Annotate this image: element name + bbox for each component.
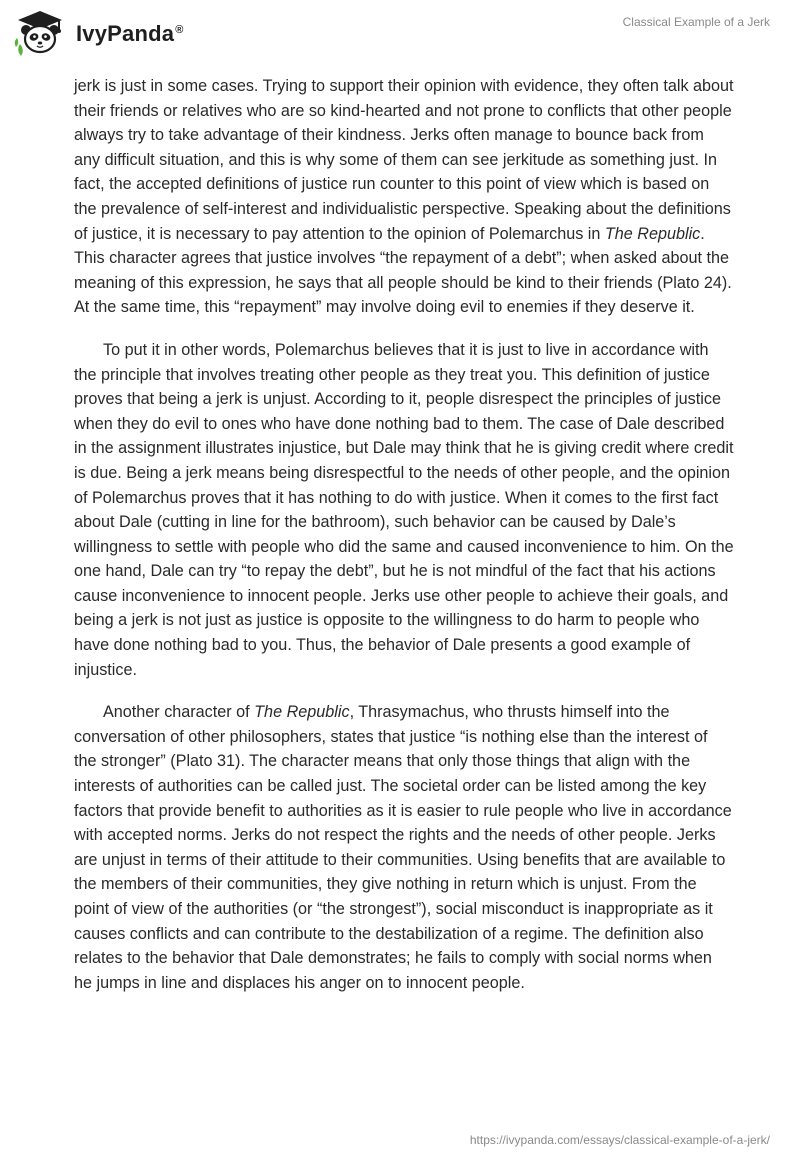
logo-name: IvyPanda [76, 21, 175, 46]
ivypanda-logo[interactable] [14, 8, 184, 58]
panda-graduation-cap-icon [14, 8, 66, 58]
registered-mark: ® [175, 23, 184, 36]
paragraph-text: jerk is just in some cases. Trying to support their opinion with evidence, they often talk about their friends or relatives who are so kind-hearted and not prone to conflicts that other people always try to take advantage of their kindness. Jerks often manage to bounce back from any difficult situation, and this is why some of them can see jerkitude as something just. In fact, the accepted definitions of justice run counter to this point of view which is based on the prevalence of self-interest and individualistic perspective. Speaking about the definitions of justice, it is necessary to pay attention to the opinion of Polemarchus in [74, 77, 734, 243]
page-header [0, 0, 800, 70]
book-title-italic: The Republic [254, 703, 350, 722]
paragraph-text: To put it in other words, Polemarchus believes that it is just to live in accordance with the principle that involves treating other people as they treat you. This definition of justice proves that being a jerk is unjust. According to it, people disrespect the principles of justice when they do evil to ones who have done nothing bad to them. The case of Dale described in the assignment illustrates injustice, but Dale may think that he is giving credit where credit is due. Being a jerk means being disrespectful to the needs of other people, and the opinion of Polemarchus proves that it has nothing to do with justice. When it comes to the first fact about Dale (cutting in line for the bathroom), such behavior can be caused by Dale’s willingness to settle with people who did the same and caused inconvenience to him. On the one hand, Dale can try “to repay the debt”, but he is not mindful of the fact that his actions cause inconvenience to innocent people. Jerks use other people to achieve their goals, and being a jerk is not just as justice is opposite to the willingness to do harm to people who have done nothing bad to you. Thus, the behavior of Dale presents a good example of injustice. [74, 340, 734, 679]
essay-body [74, 74, 734, 1013]
document-title: Classical Example of a Jerk [622, 15, 770, 29]
logo-wordmark [76, 21, 184, 47]
paragraph-text: . This character agrees that justice involves “the repayment of a debt”; when asked about the meaning of this expression, he says that all people should be kind to their friends (Plato 24). At the same time, this “repayment” may involve doing evil to enemies if they deserve it. [74, 224, 732, 317]
paragraph-text: Another character of [103, 703, 255, 722]
paragraph-3 [74, 700, 734, 995]
paragraph-2 [74, 338, 734, 682]
source-url[interactable]: https://ivypanda.com/essays/classical-example-of-a-jerk/ [469, 1133, 770, 1147]
paragraph-1 [74, 74, 734, 320]
paragraph-text: , Thrasymachus, who thrusts himself into the conversation of other philosophers, states that justice “is nothing else than the interest of the stronger” (Plato 31). The character means that only those things that align with the interests of authorities can be called just. The societal order can be listed among the key factors that provide benefit to authorities as it is easier to rule people who live in accordance with accepted norms. Jerks do not respect the rights and the needs of other people. Jerks are unjust in terms of their attitude to their communities. Using benefits that are available to the members of their communities, they give nothing in return which is unjust. From the point of view of the authorities (or “the strongest”), social misconduct is inappropriate as it causes conflicts and can contribute to the destabilization of a regime. The definition also relates to the behavior that Dale demonstrates; he fails to comply with social norms when he jumps in line and displaces his anger on to innocent people. [74, 703, 732, 992]
book-title-italic: The Republic [604, 224, 701, 243]
